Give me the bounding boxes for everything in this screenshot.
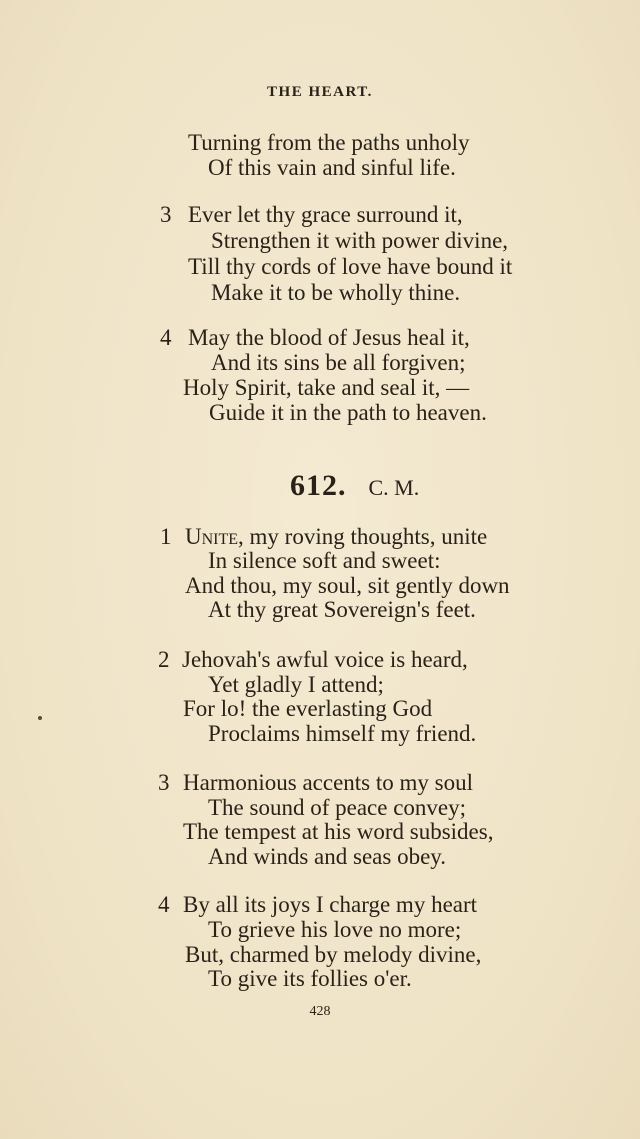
stanza-number: 4 [158,892,170,917]
verse-line: Jehovah's awful voice is heard, [182,647,468,672]
first-word: Unite [185,524,239,549]
verse-line: Strengthen it with power divine, [211,228,509,253]
verse-line: Of this vain and sinful life. [208,155,456,180]
stanza-number: 1 [160,524,172,549]
verse-line: Holy Spirit, take and seal it, — [183,375,470,400]
verse-line [185,525,487,548]
verse-line: For lo! the everlasting God [183,696,433,721]
running-head: THE HEART. [267,84,373,100]
verse-line: Yet gladly I attend; [208,672,384,697]
stanza-number: 2 [158,647,170,672]
verse-line: May the blood of Jesus heal it, [188,325,470,350]
verse-line: And thou, my soul, sit gently down [185,573,510,598]
verse-line: And its sins be all forgiven; [211,350,466,375]
verse-line: By all its joys I charge my heart [183,892,478,917]
verse-line: In silence soft and sweet: [208,548,441,573]
verse-line: Guide it in the path to heaven. [209,400,487,425]
verse-line: Ever let thy grace surround it, [188,202,463,227]
hymn-heading [290,469,419,503]
verse-line: But, charmed by melody divine, [185,942,482,967]
verse-line: Make it to be wholly thine. [211,280,461,305]
verse-line: To grieve his love no more; [208,917,462,942]
page-number: 428 [309,1004,331,1019]
hymn-number: 612. [290,469,347,502]
verse-line: And winds and seas obey. [208,844,447,869]
verse-line: At thy great Sovereign's feet. [208,597,476,622]
stanza-number: 3 [158,770,170,795]
hymn-meter: C. M. [368,475,420,500]
stanza-number: 4 [160,325,172,350]
verse-line: Harmonious accents to my soul [183,770,474,795]
verse-line: Turning from the paths unholy [188,130,470,155]
verse-line: The sound of peace convey; [208,795,467,820]
verse-line: Proclaims himself my friend. [208,721,477,746]
paper-speck [38,716,42,720]
verse-line: The tempest at his word subsides, [183,819,494,844]
verse-line: To give its follies o'er. [208,966,412,991]
first-line-rest: , my roving thoughts, unite [238,524,488,549]
stanza-number: 3 [160,202,172,227]
verse-line: Till thy cords of love have bound it [188,254,513,279]
